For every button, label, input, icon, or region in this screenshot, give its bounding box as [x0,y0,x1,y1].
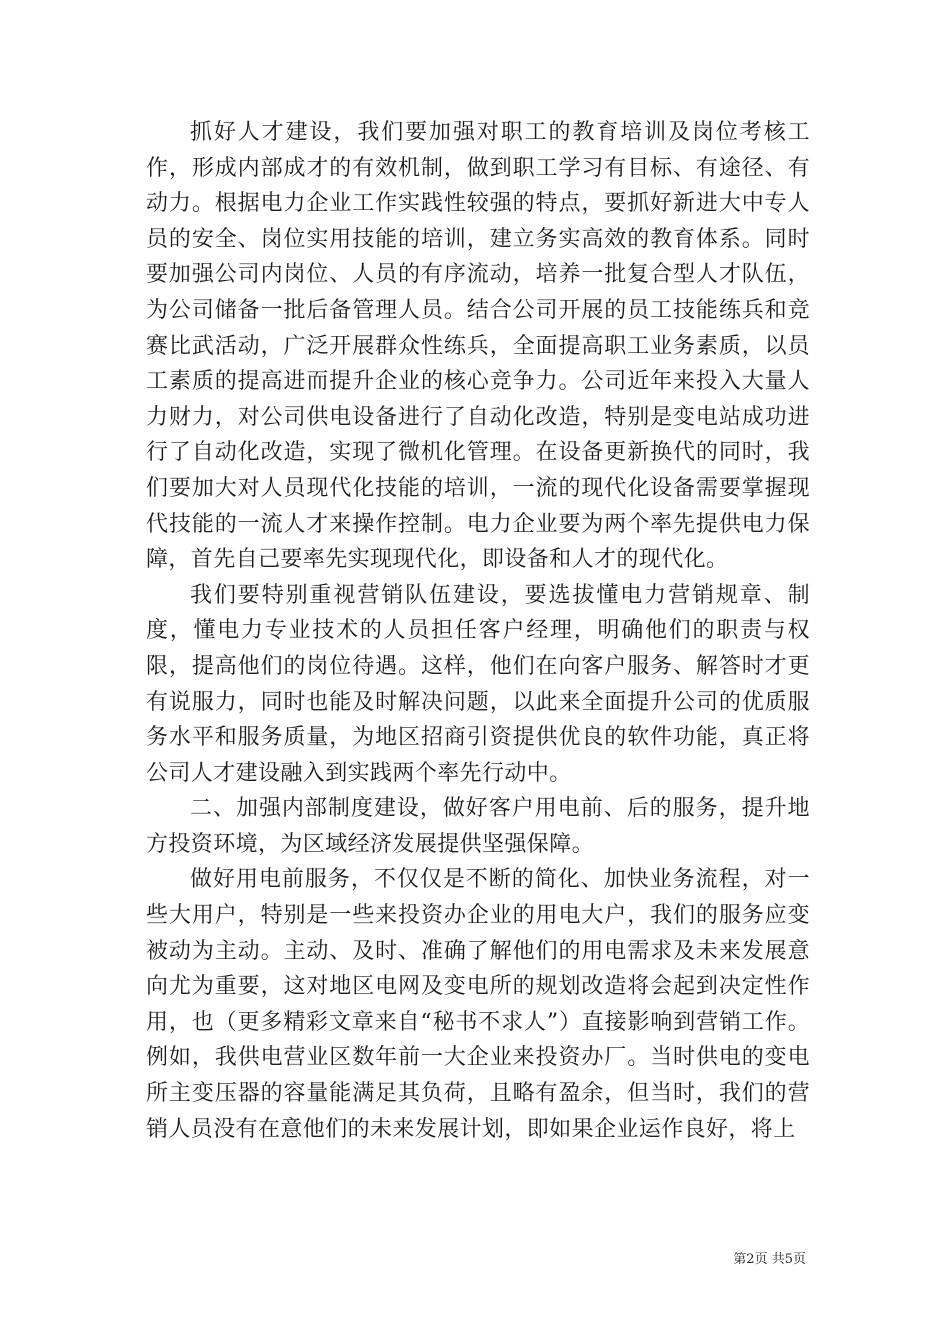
paragraph-pre-service: 做好用电前服务，不仅仅是不断的简化、加快业务流程，对一些大用户，特别是一些来投资办企业的用电大户，我们的服务应变被动为主动。主动、及时、准确了解他们的用电需求及未来发展意向尤为重要，这对地区电网及变电所的规划改造将会起到决定性作用，也（更多精彩文章来自“秘书不求人”）直接影响到营销工作。例如，我供电营业区数年前一大企业来投资办厂。当时供电的变电所主变压器的容量能满足其负荷，且略有盈余，但当时，我们的营销人员没有在意他们的未来发展计划，即如果企业运作良好，将上 [146,867,810,1142]
footer-suffix: 页 [792,1252,806,1267]
footer-current-page: 2 [746,1252,755,1267]
page-footer [0,1248,806,1267]
paragraph-talent-building: 抓好人才建设，我们要加强对职工的教育培训及岗位考核工作，形成内部成才的有效机制，做到职工学习有目标、有途径、有动力。根据电力企业工作实践性较强的特点，要抓好新进大中专人员的安全、岗位实用技能的培训，建立务实高效的教育体系。同时要加强公司内岗位、人员的有序流动，培养一批复合型人才队伍，为公司储备一批后备管理人员。结合公司开展的员工技能练兵和竞赛比武活动，广泛开展群众性练兵，全面提高职工业务素质，以员工素质的提高进而提升企业的核心竞争力。公司近年来投入大量人力财力，对公司供电设备进行了自动化改造，特别是变电站成功进行了自动化改造，实现了微机化管理。在设备更新换代的同时，我们要加大对人员现代化技能的培训，一流的现代化设备需要掌握现代技能的一流人才来操作控制。电力企业要为两个率先提供电力保障，首先自己要率先实现现代化，即设备和人才的现代化。 [146,120,810,573]
footer-prefix: 第 [733,1252,747,1267]
paragraph-section-two-heading: 二、加强内部制度建设，做好客户用电前、后的服务，提升地方投资环境，为区域经济发展提供坚强保障。 [146,796,810,857]
footer-middle: 页 共 [754,1252,785,1267]
paragraph-marketing-team: 我们要特别重视营销队伍建设，要选拔懂电力营销规章、制度，懂电力专业技术的人员担任客户经理，明确他们的职责与权限，提高他们的岗位待遇。这样，他们在向客户服务、解答时才更有说服力，同时也能及时解决问题，以此来全面提升公司的优质服务水平和服务质量，为地区招商引资提供优良的软件功能，真正将公司人才建设融入到实践两个率先行动中。 [146,582,810,786]
footer-total-pages: 5 [784,1252,793,1267]
body-text [146,115,810,1147]
